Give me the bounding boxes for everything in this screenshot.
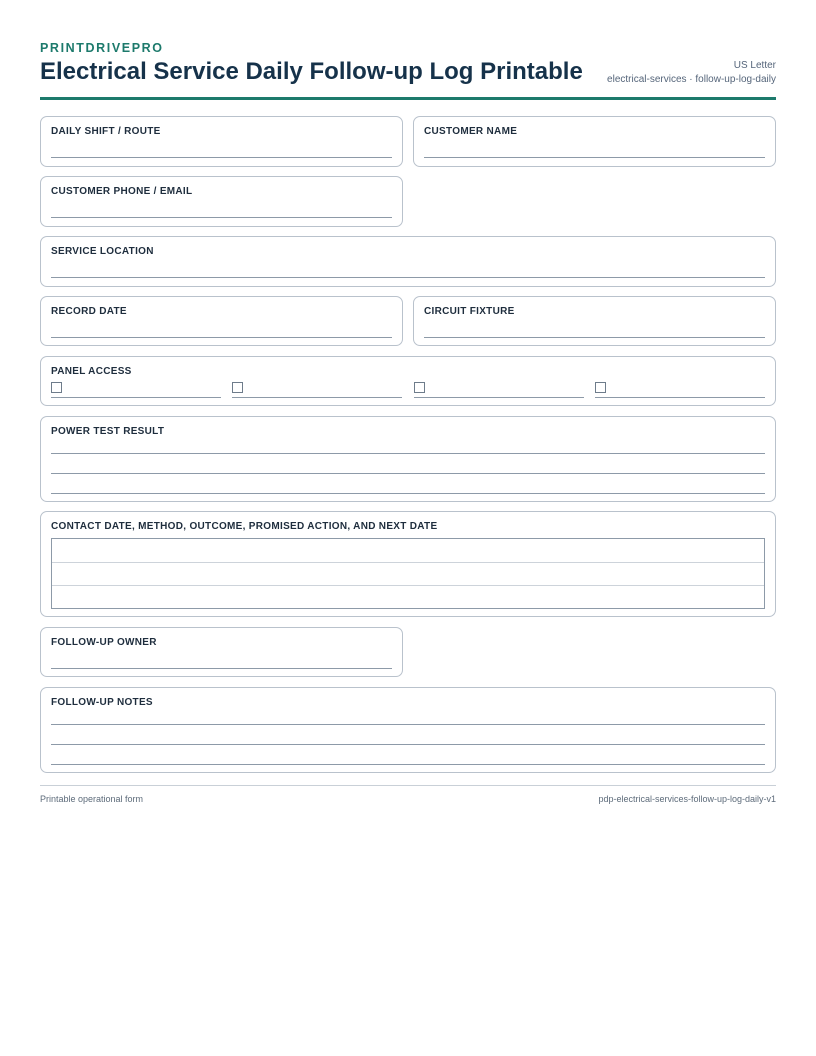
panel-access-option-4[interactable]: [595, 382, 765, 398]
contact-log-table: [51, 538, 765, 609]
checkbox[interactable]: [232, 382, 243, 393]
brand-logo: PRINTDRIVEPRO: [40, 41, 164, 55]
panel-access-option-3[interactable]: [414, 382, 584, 398]
table-row[interactable]: [52, 539, 764, 562]
field-label: RECORD DATE: [51, 306, 127, 317]
panel-access-option-1[interactable]: [51, 382, 221, 398]
power-test-result-line-3[interactable]: [51, 493, 765, 494]
follow-up-owner-field: [40, 627, 403, 677]
record-date-input-line[interactable]: [51, 337, 392, 338]
follow-up-notes-field: [40, 687, 776, 773]
category-path: electrical-services · follow-up-log-daily: [607, 73, 776, 85]
field-label: PANEL ACCESS: [51, 366, 132, 377]
follow-up-notes-line-1[interactable]: [51, 724, 765, 725]
field-label: CIRCUIT FIXTURE: [424, 306, 515, 317]
page-meta: [607, 59, 776, 86]
field-label: CONTACT DATE, METHOD, OUTCOME, PROMISED ACTION, AND NEXT DATE: [51, 521, 438, 532]
service-location-field: [40, 236, 776, 287]
field-label: DAILY SHIFT / ROUTE: [51, 126, 161, 137]
table-row[interactable]: [52, 563, 764, 585]
follow-up-notes-line-3[interactable]: [51, 764, 765, 765]
checkbox[interactable]: [414, 382, 425, 393]
paper-size: US Letter: [733, 60, 776, 71]
contact-log-field: [40, 511, 776, 617]
footer-left-text: Printable operational form: [40, 794, 144, 804]
header-rule: [40, 97, 776, 100]
daily-shift-route-field: [40, 116, 403, 167]
option-line: [414, 397, 584, 398]
table-row[interactable]: [52, 586, 764, 608]
option-line: [595, 397, 765, 398]
follow-up-owner-input-line[interactable]: [51, 668, 392, 669]
panel-access-field: [40, 356, 776, 406]
customer-phone-email-input-line[interactable]: [51, 217, 392, 218]
power-test-result-line-2[interactable]: [51, 473, 765, 474]
footer-form-id: pdp-electrical-services-follow-up-log-daily-v1: [598, 794, 776, 804]
daily-shift-route-input-line[interactable]: [51, 157, 392, 158]
power-test-result-line-1[interactable]: [51, 453, 765, 454]
field-label: CUSTOMER NAME: [424, 126, 518, 137]
customer-name-field: [413, 116, 776, 167]
panel-access-option-2[interactable]: [232, 382, 402, 398]
customer-phone-email-field: [40, 176, 403, 227]
field-label: POWER TEST RESULT: [51, 426, 165, 437]
field-label: SERVICE LOCATION: [51, 246, 154, 257]
checkbox[interactable]: [595, 382, 606, 393]
follow-up-notes-line-2[interactable]: [51, 744, 765, 745]
circuit-fixture-input-line[interactable]: [424, 337, 765, 338]
footer-rule: [40, 785, 776, 786]
option-line: [51, 397, 221, 398]
field-label: FOLLOW-UP NOTES: [51, 697, 153, 708]
service-location-input-line[interactable]: [51, 277, 765, 278]
circuit-fixture-field: [413, 296, 776, 346]
record-date-field: [40, 296, 403, 346]
option-line: [232, 397, 402, 398]
checkbox[interactable]: [51, 382, 62, 393]
field-label: CUSTOMER PHONE / EMAIL: [51, 186, 193, 197]
page-title: Electrical Service Daily Follow-up Log Printable: [40, 58, 583, 85]
power-test-result-field: [40, 416, 776, 502]
customer-name-input-line[interactable]: [424, 157, 765, 158]
field-label: FOLLOW-UP OWNER: [51, 637, 157, 648]
